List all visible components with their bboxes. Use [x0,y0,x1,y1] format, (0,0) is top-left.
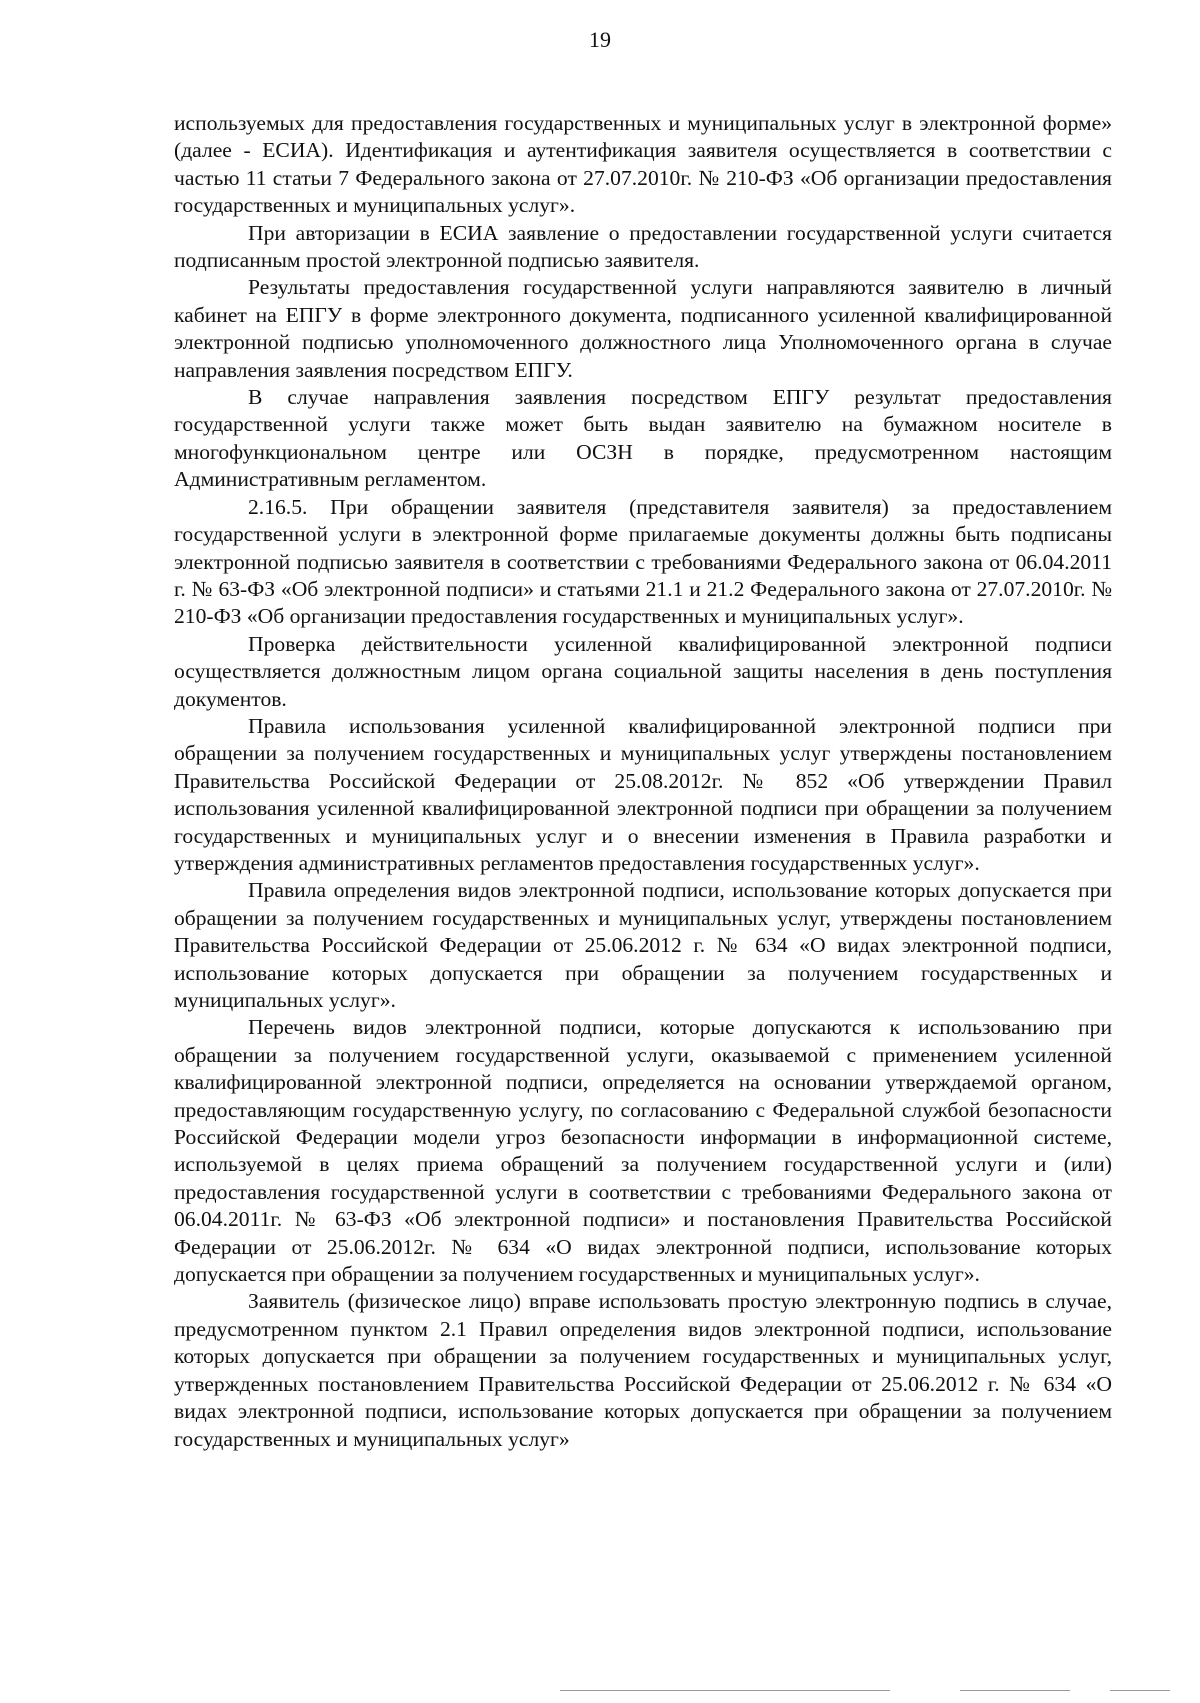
document-body [174,110,1112,1453]
paragraph-results-epgu: Результаты предоставления государственной услуги направляются заявителю в личный кабинет на ЕПГУ в форме электронного документа, подписанного усиленной квалифицированной электронной подписью уполномоченного должностного лица Уполномоченного органа в случае направления заявления посредством ЕПГУ. [174,275,1112,382]
paragraph-rules-signature-types: Правила определения видов электронной подписи, использование которых допускается при обращении за получением государственных и муниципальных услуг, утверждены постановлением Правительства Российской Федерации от 25.06.2012 г. № 634 «О видах электронной подписи, использование которых допускается при обращении за получением государственных и муниципальных услуг». [174,878,1112,1012]
paragraph-simple-signature: Заявитель (физическое лицо) вправе использовать простую электронную подпись в случае, предусмотренном пунктом 2.1 Правил определения видов электронной подписи, использование которых допускается при обращении за получением государственных и муниципальных услуг, утвержденных постановлением Правительства Российской Федерации от 25.06.2012 г. № 634 «О видах электронной подписи, использование которых допускается при обращении за получением государственных и муниципальных услуг» [174,1289,1112,1451]
scan-divider-line [960,1690,1070,1691]
paragraph-rules-qualified-signature: Правила использования усиленной квалифицированной электронной подписи при обращении за получением государственных и муниципальных услуг утверждены постановлением Правительства Российской Федерации от 25.08.2012г. № 852 «Об утверждении Правил использования усиленной квалифицированной электронной подписи при обращении за получением государственных и муниципальных услуг и о внесении изменения в Правила разработки и утверждения административных регламентов предоставления государственных услуг». [174,713,1112,875]
scan-divider-line [560,1690,890,1691]
paragraph-signature-verification: Проверка действительности усиленной квалифицированной электронной подписи осуществляется должностным лицом органа социальной защиты населения в день поступления документов. [174,631,1112,711]
page-number: 19 [589,27,611,52]
paragraph-signature-list: Перечень видов электронной подписи, которые допускаются к использованию при обращении за получением государственной услуги, оказываемой с применением усиленной квалифицированной электронной подписи, определяется на основании утверждаемой органом, предоставляющим государственную услугу, по согласованию с Федеральной службой безопасности Российской Федерации модели угроз безопасности информации в информационной системе, используемой в целях приема обращений за получением государственной услуги и (или) предоставления государственной услуги в соответствии с требованиями Федерального закона от 06.04.2011г. № 63-ФЗ «Об электронной подписи» и постановления Правительства Российской Федерации от 25.06.2012г. № 634 «О видах электронной подписи, использование которых допускается при обращении за получением государственных и муниципальных услуг». [174,1015,1112,1287]
paragraph-paper-result: В случае направления заявления посредством ЕПГУ результат предоставления государственной услуги также может быть выдан заявителю на бумажном носителе в многофункциональном центре или ОСЗН в порядке, предусмотренном настоящим Административным регламентом. [174,385,1112,492]
paragraph-esia-authorization: При авторизации в ЕСИА заявление о предоставлении государственной услуги считается подписанным простой электронной подписью заявителя. [174,220,1112,273]
scan-divider-line [1110,1690,1170,1691]
paragraph-esia-identification: используемых для предоставления государственных и муниципальных услуг в электронной форме» (далее - ЕСИА). Идентификация и аутентификация заявителя осуществляется в соответствии с частью 11 статьи 7 Федерального закона от 27.07.2010г. № 210-ФЗ «Об организации предоставления государственных и муниципальных услуг». [174,111,1112,218]
paragraph-2-16-5: 2.16.5. При обращении заявителя (представителя заявителя) за предоставлением государственной услуги в электронной форме прилагаемые документы должны быть подписаны электронной подписью заявителя в соответствии с требованиями Федерального закона от 06.04.2011 г. № 63-ФЗ «Об электронной подписи» и статьями 21.1 и 21.2 Федерального закона от 27.07.2010г. № 210-ФЗ «Об организации предоставления государственных и муниципальных услуг». [174,494,1112,629]
